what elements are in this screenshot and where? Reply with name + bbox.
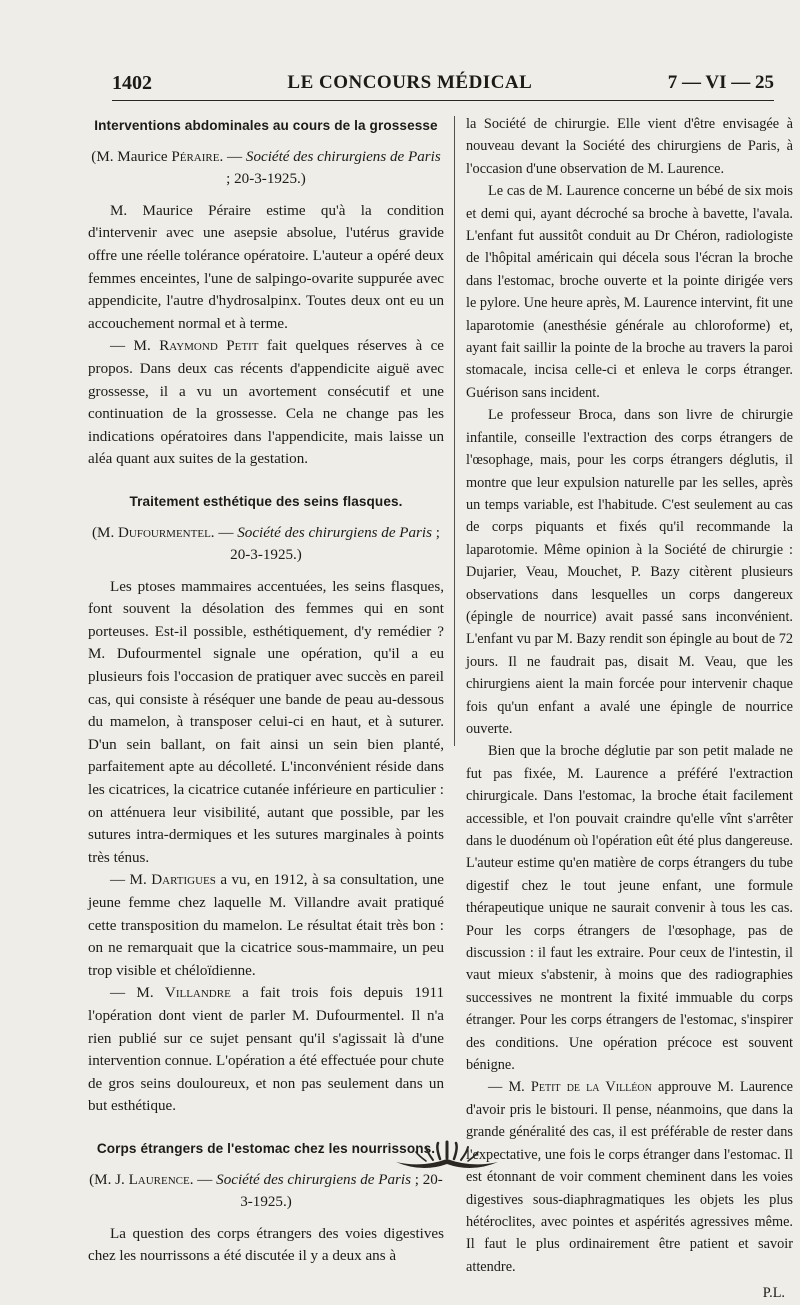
right-column [466, 113, 793, 1305]
fleuron-ornament-icon [392, 1138, 502, 1172]
article-source: (M. Dufourmentel. — Société des chirurgiens de Paris ; 20-3-1925.) [92, 524, 440, 564]
paragraph: la Société de chirurgie. Elle vient d'être envisagée à nouveau devant la Société des chirurgiens de Paris, à l'occasion d'une observation de M. Laurence. [466, 116, 793, 177]
page-number: 1402 [112, 71, 152, 94]
article-title: Traitement esthétique des seins flasques. [129, 493, 403, 509]
running-head [112, 66, 774, 101]
paragraph: M. Maurice Péraire estime qu'à la condition d'intervenir avec une asepsie absolue, l'utérus gravide offre une réelle tolérance opératoire. L'auteur a opéré deux femmes enceintes, l'une de salpingo-ovarite suppurée avec appendicite, l'autre d'hydrosalpinx. Toutes deux ont eu un accouchement normal et à terme. [88, 202, 444, 332]
article-source: (M. Maurice Péraire. — Société des chirurgiens de Paris ; 20-3-1925.) [91, 148, 441, 188]
article-source: (M. J. Laurence. — Société des chirurgiens de Paris ; 20-3-1925.) [89, 1171, 443, 1211]
paragraph: — M. Raymond Petit fait quelques réserves à ce propos. Dans deux cas récents d'appendicite aiguë avec grossesse, il a vu un avortement consécutif et une continuation de la grossesse. Cela ne change pas les indications opératoires dans l'appendicite, mais laisse un aléa quant aux suites de la gestation. [88, 338, 445, 468]
paragraph: La question des corps étrangers des voies digestives chez les nourrissons a été discutée il y a deux ans à [88, 1225, 444, 1265]
issue-date: 7 — VI — 25 [667, 72, 774, 93]
left-column [88, 113, 444, 1268]
column-divider [454, 116, 455, 746]
journal-title: LE CONCOURS MÉDICAL [287, 72, 533, 93]
paragraph: — M. Petit de la Villéon approuve M. Laurence d'avoir pris le bistouri. Il pense, néanmoins, que dans la grande généralité des cas, il est préférable de rester dans l'expectative, une fois le corps étranger dans l'estomac. Il est étonnant de voir comment cheminent dans les voies digestives sous-diaphragmatiques les objets les plus hétéroclites, avec pointes et aspérités agressives même. Il faut le plus ordinairement être patient et savoir attendre. [466, 1079, 794, 1275]
paragraph: Le professeur Broca, dans son livre de chirurgie infantile, conseille l'extraction des corps étrangers de l'œsophage, mais, pour les corps étrangers déglutis, il montre que leur expulsion naturelle par les selles, après un temps variable, est l'habitude. C'est seulement au cas de corps piquants et fixés qu'il recommande la laparotomie. Même opinion à la Société de chirurgie : Dujarier, Veau, Mouchet, P. Bazy citèrent plusieurs observations dans lesquelles un corps dangereux (épingle de nourrice) avait passé sans inconvénient. L'enfant vu par M. Bazy rendit son épingle au bout de 72 jours. Il ne faudrait pas, disait M. Veau, que les chirurgiens aient la main forcée pour intervenir chaque fois qu'un enfant a avalé une épingle de nourrice ouverte. [466, 407, 793, 737]
paragraph: Bien que la broche déglutie par son petit malade ne fut pas fixée, M. Laurence a préféré l'extraction chirurgicale. Dans l'estomac, la broche était facilement accessible, et l'on pouvait craindre qu'elle vînt s'arrêter dans le duodénum où l'opération eût été plus dangereuse. L'auteur estime qu'en matière de corps étrangers du tube digestif chez le tout jeune enfant, une formule thérapeutique unique ne saurait convenir à tous les cas. Pour les corps étrangers de l'œsophage, pas de discussion : il faut les extraire. Pour ceux de l'intestin, il vaut mieux s'abstenir, à moins que des radiographies successives ne montrent la fixité immuable du corps étranger. Pour les corps étrangers de l'estomac, s'inspirer des conditions. Une opération précoce est souvent bénigne. [466, 743, 793, 1074]
signature: P.L. [762, 1285, 785, 1302]
paragraph: — M. Dartigues a vu, en 1912, à sa consultation, une jeune femme chez laquelle M. Villandre avait pratiqué cette transposition du mamelon. Le résultat était très bon : on ne remarquait que la cicatrice sous-mammaire, un peu trop visible et chéloïdienne. [88, 872, 444, 979]
article-title: Corps étrangers de l'estomac chez les nourrissons. [96, 1140, 436, 1156]
article-title: Interventions abdominales au cours de la grossesse [94, 118, 438, 133]
paragraph: Le cas de M. Laurence concerne un bébé de six mois et demi qui, ayant décroché sa broche à bavette, l'avala. L'enfant fut aussitôt conduit au Dr Chéron, radiologiste de l'hôpital américain qui décela sous l'écran la broche dans l'estomac, broche ouverte et la pointe dirigée vers le pylore. Une heure après, M. Laurence intervint, fit une laparotomie (anesthésie générale au chloroforme) et, ayant fait saillir la pointe de la broche au travers la paroi stomacale, incisa celle-ci et enleva le corps étranger. Guérison sans incident. [466, 183, 793, 401]
paragraph: Les ptoses mammaires accentuées, les seins flasques, font souvent la désolation des femmes qui en sont porteuses. Est-il possible, esthétiquement, d'y remédier ? M. Dufourmentel signale une opération, qu'il a eu plusieurs fois l'occasion de pratiquer avec succès en pareil cas, qui consiste à réséquer une bande de peau au-dessous du mamelon, à transposer celui-ci en haut, et à suturer. D'un sein ballant, on fait ainsi un sein bien planté, parfaitement apte au décolleté. L'inconvénient réside dans les cicatrices, la cicatrice cutanée inférieure en particulier : on atténuera leur visibilité, autant que possible, par les sutures intra-dermiques et les sutures marginales à points très ténus. [88, 578, 444, 866]
paragraph: — M. Villandre a fait trois fois depuis 1911 l'opération dont vient de parler M. Dufourmentel. Il n'a rien publié sur ce sujet pensant qu'il s'agissait là d'une intervention connue. L'opération a été effectuée pour chute de gros seins douloureux, et non pas seulement dans un but esthétique. [88, 985, 444, 1115]
